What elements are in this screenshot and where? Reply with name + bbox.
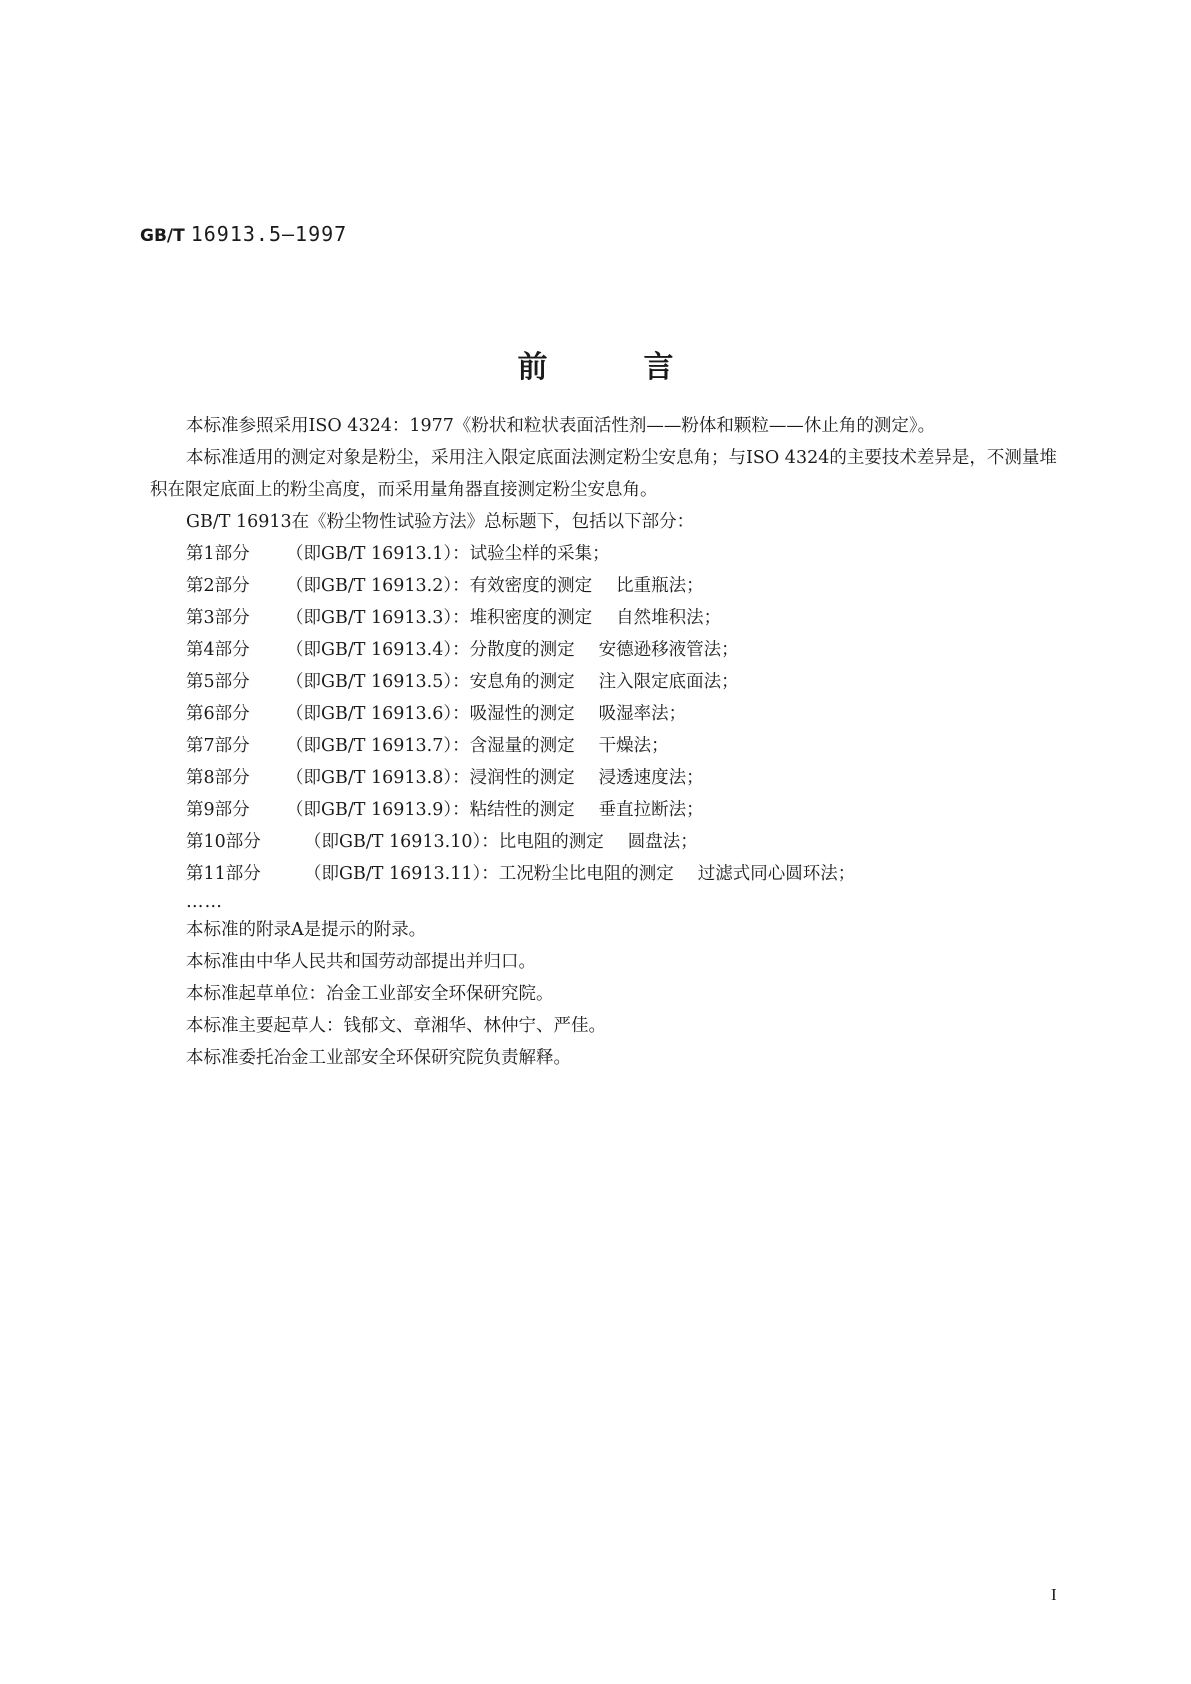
- foreword-notes: [150, 914, 1060, 1074]
- part-label: 第1部分: [186, 544, 250, 564]
- standard-prefix: GB/T: [140, 226, 185, 246]
- note-interpretation: 本标准委托冶金工业部安全环保研究院负责解释。: [186, 1048, 571, 1068]
- list-item: [150, 730, 1060, 762]
- part-method: 过滤式同心圆环法；: [697, 864, 856, 884]
- part-label: 第6部分: [186, 704, 250, 724]
- part-method: 吸湿率法；: [598, 704, 687, 724]
- list-item: [150, 570, 1060, 602]
- part-code: （即GB/T 16913.3）：堆积密度的测定: [286, 608, 593, 628]
- list-item: [150, 698, 1060, 730]
- part-method: 垂直拉断法；: [598, 800, 704, 820]
- list-item: [150, 794, 1060, 826]
- part-label: 第4部分: [186, 640, 250, 660]
- part-label: 第5部分: [186, 672, 250, 692]
- part-code: （即GB/T 16913.11）：工况粉尘比电阻的测定: [304, 864, 674, 884]
- note-proposer: 本标准由中华人民共和国劳动部提出并归口。: [186, 952, 536, 972]
- list-ellipsis: ……: [186, 892, 223, 912]
- intro-paragraph-2: 本标准适用的测定对象是粉尘，采用注入限定底面法测定粉尘安息角；与ISO 4324的主要技术差异是，不测量堆积在限定底面上的粉尘高度，而采用量角器直接测定粉尘安息角。: [150, 448, 1057, 500]
- part-method: 安德逊移液管法；: [598, 640, 739, 660]
- part-code: （即GB/T 16913.2）：有效密度的测定: [286, 576, 593, 596]
- part-label: 第11部分: [186, 864, 261, 884]
- list-item: [150, 858, 1060, 890]
- list-item: [150, 634, 1060, 666]
- part-label: 第3部分: [186, 608, 250, 628]
- part-method: 比重瓶法；: [616, 576, 704, 596]
- part-code: （即GB/T 16913.8）：浸润性的测定: [286, 768, 575, 788]
- page-number: I: [1051, 1585, 1057, 1604]
- standard-code: 16913.5—1997: [190, 222, 348, 246]
- part-method: 浸透速度法；: [598, 768, 704, 788]
- part-method: 自然堆积法；: [616, 608, 722, 628]
- part-method: 注入限定底面法；: [598, 672, 739, 692]
- part-code: （即GB/T 16913.4）：分散度的测定: [286, 640, 575, 660]
- note-drafters: 本标准主要起草人：钱郁文、章湘华、林仲宁、严佳。: [186, 1016, 606, 1036]
- part-code: （即GB/T 16913.6）：吸湿性的测定: [286, 704, 575, 724]
- list-item: [150, 762, 1060, 794]
- note-drafting-unit: 本标准起草单位：冶金工业部安全环保研究院。: [186, 984, 554, 1004]
- part-method: 干燥法；: [598, 736, 669, 756]
- part-code: （即GB/T 16913.9）：粘结性的测定: [286, 800, 575, 820]
- part-label: 第7部分: [186, 736, 250, 756]
- part-code: （即GB/T 16913.1）：试验尘样的采集；: [286, 544, 610, 564]
- part-method: 圆盘法；: [627, 832, 698, 852]
- page-title: 前言: [517, 350, 770, 385]
- list-item: [150, 538, 1060, 570]
- standard-number: [140, 222, 347, 246]
- list-item: [150, 826, 1060, 858]
- part-label: 第2部分: [186, 576, 250, 596]
- parts-list: [150, 538, 1060, 890]
- part-code: （即GB/T 16913.10）：比电阻的测定: [304, 832, 604, 852]
- intro-paragraph-3: GB/T 16913在《粉尘物性试验方法》总标题下，包括以下部分：: [186, 512, 695, 532]
- part-label: 第10部分: [186, 832, 261, 852]
- part-code: （即GB/T 16913.7）：含湿量的测定: [286, 736, 575, 756]
- part-label: 第9部分: [186, 800, 250, 820]
- list-item: [150, 602, 1060, 634]
- intro-paragraph-1: 本标准参照采用ISO 4324：1977《粉状和粒状表面活性剂——粉体和颗粒——休止角的测定》。: [186, 416, 936, 436]
- note-appendix: 本标准的附录A是提示的附录。: [186, 920, 427, 940]
- list-item: [150, 666, 1060, 698]
- foreword-body: [150, 410, 1060, 1074]
- part-label: 第8部分: [186, 768, 250, 788]
- part-code: （即GB/T 16913.5）：安息角的测定: [286, 672, 575, 692]
